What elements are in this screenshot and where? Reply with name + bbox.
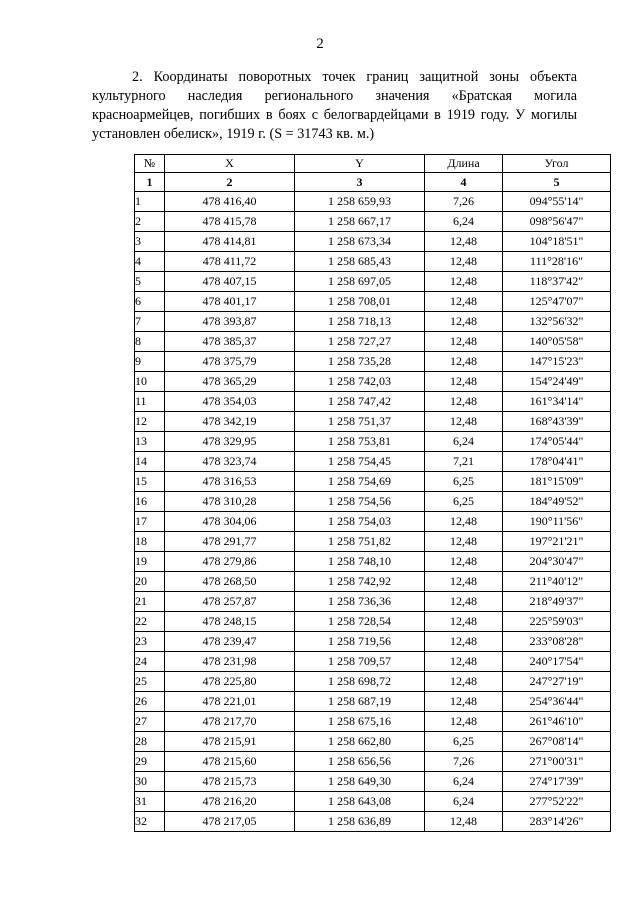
cell-angle: 181°15'09" (503, 472, 611, 492)
cell-x: 478 354,03 (165, 392, 295, 412)
cell-angle: 132°56'32" (503, 312, 611, 332)
column-number-row (135, 173, 611, 192)
table-row (135, 532, 611, 552)
cell-y: 1 258 708,01 (295, 292, 425, 312)
cell-y: 1 258 728,54 (295, 612, 425, 632)
cell-length: 6,25 (425, 732, 503, 752)
cell-point-number: 3 (135, 232, 165, 252)
header-angle: Угол (503, 155, 611, 173)
cell-x: 478 215,60 (165, 752, 295, 772)
cell-x: 478 365,29 (165, 372, 295, 392)
table-row (135, 572, 611, 592)
cell-x: 478 385,37 (165, 332, 295, 352)
cell-x: 478 248,15 (165, 612, 295, 632)
cell-point-number: 31 (135, 792, 165, 812)
cell-point-number: 5 (135, 272, 165, 292)
cell-length: 6,25 (425, 472, 503, 492)
cell-point-number: 20 (135, 572, 165, 592)
cell-angle: 104°18'51" (503, 232, 611, 252)
cell-x: 478 279,86 (165, 552, 295, 572)
cell-point-number: 25 (135, 672, 165, 692)
header-y: Y (295, 155, 425, 173)
table-row (135, 312, 611, 332)
table-row (135, 352, 611, 372)
cell-point-number: 30 (135, 772, 165, 792)
cell-x: 478 329,95 (165, 432, 295, 452)
cell-x: 478 257,87 (165, 592, 295, 612)
table-row (135, 672, 611, 692)
table-row (135, 412, 611, 432)
cell-x: 478 304,06 (165, 512, 295, 532)
table-row (135, 452, 611, 472)
table-body (135, 192, 611, 832)
cell-angle: 197°21'21" (503, 532, 611, 552)
cell-angle: 178°04'41" (503, 452, 611, 472)
cell-y: 1 258 649,30 (295, 772, 425, 792)
cell-length: 12,48 (425, 652, 503, 672)
cell-point-number: 32 (135, 812, 165, 832)
table-row (135, 612, 611, 632)
cell-y: 1 258 687,19 (295, 692, 425, 712)
cell-angle: 190°11'56" (503, 512, 611, 532)
cell-x: 478 215,73 (165, 772, 295, 792)
cell-length: 12,48 (425, 692, 503, 712)
cell-y: 1 258 736,36 (295, 592, 425, 612)
cell-length: 7,21 (425, 452, 503, 472)
cell-angle: 094°55'14" (503, 192, 611, 212)
cell-y: 1 258 747,42 (295, 392, 425, 412)
cell-length: 12,48 (425, 552, 503, 572)
cell-point-number: 16 (135, 492, 165, 512)
table-row (135, 252, 611, 272)
cell-length: 6,24 (425, 772, 503, 792)
cell-x: 478 216,20 (165, 792, 295, 812)
cell-angle: 247°27'19" (503, 672, 611, 692)
cell-length: 6,24 (425, 792, 503, 812)
cell-length: 12,48 (425, 352, 503, 372)
cell-length: 12,48 (425, 252, 503, 272)
cell-x: 478 393,87 (165, 312, 295, 332)
cell-angle: 140°05'58" (503, 332, 611, 352)
cell-angle: 161°34'14" (503, 392, 611, 412)
cell-x: 478 268,50 (165, 572, 295, 592)
cell-x: 478 414,81 (165, 232, 295, 252)
table-row (135, 272, 611, 292)
cell-y: 1 258 659,93 (295, 192, 425, 212)
table-row (135, 552, 611, 572)
cell-angle: 211°40'12" (503, 572, 611, 592)
cell-y: 1 258 719,56 (295, 632, 425, 652)
cell-y: 1 258 751,37 (295, 412, 425, 432)
cell-length: 12,48 (425, 512, 503, 532)
cell-angle: 204°30'47" (503, 552, 611, 572)
header-length: Длина (425, 155, 503, 173)
cell-length: 6,25 (425, 492, 503, 512)
cell-point-number: 28 (135, 732, 165, 752)
cell-x: 478 415,78 (165, 212, 295, 232)
cell-point-number: 12 (135, 412, 165, 432)
cell-y: 1 258 675,16 (295, 712, 425, 732)
cell-y: 1 258 727,27 (295, 332, 425, 352)
cell-y: 1 258 742,03 (295, 372, 425, 392)
cell-length: 12,48 (425, 312, 503, 332)
cell-angle: 274°17'39" (503, 772, 611, 792)
table-row (135, 652, 611, 672)
cell-x: 478 291,77 (165, 532, 295, 552)
cell-point-number: 23 (135, 632, 165, 652)
cell-angle: 254°36'44" (503, 692, 611, 712)
cell-x: 478 217,70 (165, 712, 295, 732)
cell-length: 12,48 (425, 372, 503, 392)
cell-y: 1 258 754,56 (295, 492, 425, 512)
cell-angle: 174°05'44" (503, 432, 611, 452)
cell-point-number: 7 (135, 312, 165, 332)
cell-angle: 125°47'07" (503, 292, 611, 312)
cell-x: 478 215,91 (165, 732, 295, 752)
cell-y: 1 258 673,34 (295, 232, 425, 252)
cell-point-number: 18 (135, 532, 165, 552)
cell-x: 478 316,53 (165, 472, 295, 492)
cell-angle: 240°17'54" (503, 652, 611, 672)
cell-angle: 098°56'47" (503, 212, 611, 232)
column-number: 2 (165, 173, 295, 192)
table-row (135, 592, 611, 612)
cell-angle: 118°37'42" (503, 272, 611, 292)
cell-y: 1 258 718,13 (295, 312, 425, 332)
cell-x: 478 375,79 (165, 352, 295, 372)
cell-y: 1 258 753,81 (295, 432, 425, 452)
cell-length: 12,48 (425, 412, 503, 432)
cell-point-number: 27 (135, 712, 165, 732)
cell-point-number: 6 (135, 292, 165, 312)
cell-length: 7,26 (425, 752, 503, 772)
cell-x: 478 239,47 (165, 632, 295, 652)
cell-angle: 267°08'14" (503, 732, 611, 752)
cell-point-number: 1 (135, 192, 165, 212)
cell-x: 478 310,28 (165, 492, 295, 512)
table-row (135, 772, 611, 792)
cell-length: 12,48 (425, 612, 503, 632)
cell-y: 1 258 709,57 (295, 652, 425, 672)
table-row (135, 292, 611, 312)
cell-y: 1 258 697,05 (295, 272, 425, 292)
column-number: 5 (503, 173, 611, 192)
table-row (135, 812, 611, 832)
table-row (135, 392, 611, 412)
cell-x: 478 416,40 (165, 192, 295, 212)
cell-angle: 154°24'49" (503, 372, 611, 392)
cell-angle: 233°08'28" (503, 632, 611, 652)
cell-x: 478 225,80 (165, 672, 295, 692)
cell-point-number: 21 (135, 592, 165, 612)
cell-angle: 225°59'03" (503, 612, 611, 632)
column-number: 1 (135, 173, 165, 192)
cell-length: 12,48 (425, 592, 503, 612)
cell-point-number: 24 (135, 652, 165, 672)
cell-y: 1 258 698,72 (295, 672, 425, 692)
cell-point-number: 13 (135, 432, 165, 452)
cell-y: 1 258 754,03 (295, 512, 425, 532)
cell-point-number: 8 (135, 332, 165, 352)
table-row (135, 712, 611, 732)
cell-point-number: 17 (135, 512, 165, 532)
cell-angle: 277°52'22" (503, 792, 611, 812)
table-row (135, 212, 611, 232)
cell-length: 12,48 (425, 712, 503, 732)
cell-point-number: 10 (135, 372, 165, 392)
table-row (135, 232, 611, 252)
cell-length: 12,48 (425, 292, 503, 312)
cell-x: 478 217,05 (165, 812, 295, 832)
cell-length: 12,48 (425, 532, 503, 552)
cell-point-number: 29 (135, 752, 165, 772)
cell-length: 12,48 (425, 672, 503, 692)
table-row (135, 732, 611, 752)
cell-y: 1 258 667,17 (295, 212, 425, 232)
cell-y: 1 258 735,28 (295, 352, 425, 372)
table-row (135, 632, 611, 652)
cell-y: 1 258 656,56 (295, 752, 425, 772)
cell-point-number: 26 (135, 692, 165, 712)
page-number: 2 (316, 36, 324, 52)
cell-y: 1 258 636,89 (295, 812, 425, 832)
cell-length: 12,48 (425, 572, 503, 592)
cell-point-number: 19 (135, 552, 165, 572)
header-row (135, 155, 611, 173)
cell-point-number: 11 (135, 392, 165, 412)
cell-x: 478 342,19 (165, 412, 295, 432)
intro-text: 2. Координаты поворотных точек границ защитной зоны объекта культурного наследия регионального значения «Братская могила красноармейцев, погибших в боях с белогвардейцами в 1919 году. У могилы установлен обелиск», 1919 г. (S = 31743 кв. м.) (92, 69, 577, 142)
cell-x: 478 231,98 (165, 652, 295, 672)
cell-x: 478 407,15 (165, 272, 295, 292)
column-number: 3 (295, 173, 425, 192)
cell-angle: 168°43'39" (503, 412, 611, 432)
cell-x: 478 323,74 (165, 452, 295, 472)
header-number: № (135, 155, 165, 173)
cell-point-number: 22 (135, 612, 165, 632)
cell-length: 6,24 (425, 212, 503, 232)
cell-length: 12,48 (425, 632, 503, 652)
table-row (135, 432, 611, 452)
cell-angle: 261°46'10" (503, 712, 611, 732)
cell-length: 12,48 (425, 392, 503, 412)
cell-length: 6,24 (425, 432, 503, 452)
cell-length: 12,48 (425, 272, 503, 292)
header-x: X (165, 155, 295, 173)
cell-x: 478 221,01 (165, 692, 295, 712)
cell-point-number: 14 (135, 452, 165, 472)
cell-y: 1 258 685,43 (295, 252, 425, 272)
cell-y: 1 258 748,10 (295, 552, 425, 572)
cell-angle: 184°49'52" (503, 492, 611, 512)
table-row (135, 372, 611, 392)
intro-paragraph (92, 68, 577, 144)
cell-length: 12,48 (425, 332, 503, 352)
cell-angle: 271°00'31" (503, 752, 611, 772)
cell-y: 1 258 742,92 (295, 572, 425, 592)
cell-length: 12,48 (425, 812, 503, 832)
table-row (135, 192, 611, 212)
cell-y: 1 258 754,45 (295, 452, 425, 472)
cell-angle: 111°28'16" (503, 252, 611, 272)
cell-x: 478 401,17 (165, 292, 295, 312)
cell-point-number: 2 (135, 212, 165, 232)
coordinates-table (134, 154, 611, 832)
cell-y: 1 258 643,08 (295, 792, 425, 812)
cell-angle: 283°14'26" (503, 812, 611, 832)
cell-point-number: 15 (135, 472, 165, 492)
table-row (135, 492, 611, 512)
table-row (135, 792, 611, 812)
cell-angle: 147°15'23" (503, 352, 611, 372)
table-row (135, 692, 611, 712)
cell-length: 7,26 (425, 192, 503, 212)
table-row (135, 512, 611, 532)
column-number: 4 (425, 173, 503, 192)
cell-angle: 218°49'37" (503, 592, 611, 612)
table-row (135, 752, 611, 772)
cell-x: 478 411,72 (165, 252, 295, 272)
table-row (135, 332, 611, 352)
cell-y: 1 258 751,82 (295, 532, 425, 552)
cell-y: 1 258 662,80 (295, 732, 425, 752)
cell-length: 12,48 (425, 232, 503, 252)
table-row (135, 472, 611, 492)
cell-point-number: 4 (135, 252, 165, 272)
cell-point-number: 9 (135, 352, 165, 372)
cell-y: 1 258 754,69 (295, 472, 425, 492)
